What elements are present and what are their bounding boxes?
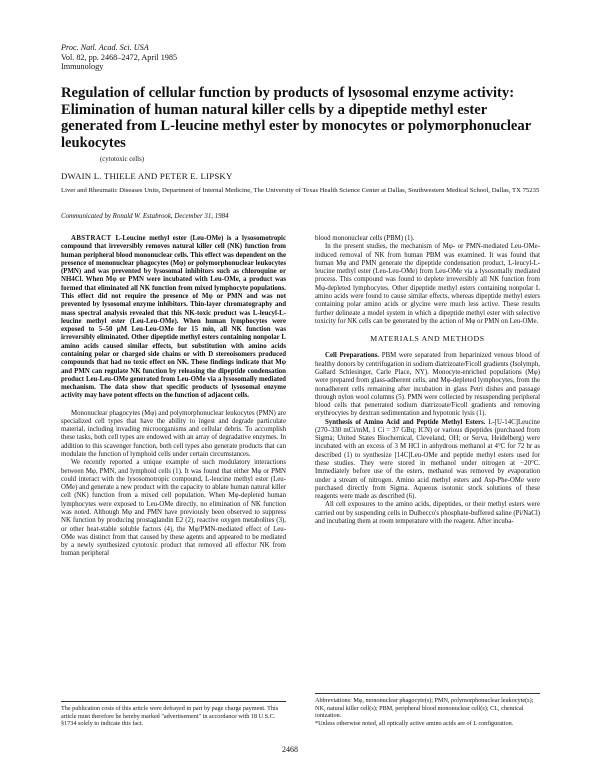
publication-footnote [61,701,286,728]
configuration-note: *Unless otherwise noted, all optically active amino acids are of L configuration. [315,719,514,727]
runin-heading: Cell Preparations. [325,352,380,360]
runin-heading: Synthesis of Amino Acid and Peptide Methyl Esters. [325,418,486,426]
right-column [315,235,540,526]
methods-paragraph [315,501,540,526]
abbreviations-footnote [315,693,540,727]
journal-header [61,43,177,72]
journal-name: Proc. Natl. Acad. Sci. USA [61,43,149,52]
methods-text: All cell exposures to the amino acids, dipeptides, or their methyl esters were carried out by suspending cells in Dulbecco's phosphate-buffered saline (Pi/NaCl) and incubating them at room temperature with the reagent. After incuba- [315,501,540,525]
communicated-by: Communicated by Ronald W. Estabrook, December 31, 1984 [61,213,229,220]
authors: DWAIN L. THIELE AND PETER E. LIPSKY [61,171,233,181]
keywords: (cytotoxic cells) [100,156,144,163]
abstract [61,235,286,401]
journal-section: Immunology [61,62,104,72]
intro-paragraph: We recently reported a unique example of such modulatory interactions between Mφ, PMN, and lymphoid cells (1). It was found that either Mφ or PMN could interact with the lysosomotropic compound, L-leucine methyl ester (Leu-OMe) and generate a new product with the capacity to ablate human natural killer cell (NK) function from a mixed cell population. When Mφ-depleted human lymphocytes were exposed to Leu-OMe directly, no elimination of NK function was noted. Although Mφ and PMN have previously been observed to suppress NK function by producing prostaglandin E2 (2), reactive oxygen metabolites (3), or other heat-stable soluble factors (4), the Mφ/PMN-mediated effect of Leu-OMe was distinct from that caused by these agents and appeared to be mediated by a newly synthesized cytotoxic product that removed all effector NK from human peripheral [61,459,286,558]
intro-continuation: blood mononuclear cells (PBM) (1). [315,235,415,242]
article-title: Regulation of cellular function by products of lysosomal enzyme activity: Elimination of human natural killer cells by a dipeptide methyl ester generated from L-leucine methyl ester by monocytes or polymorphonuclear leukocytes [61,85,531,151]
methods-text: PBM were separated from heparinized venous blood of healthy donors by centrifugation in sodium diatrizoate/Ficoll gradients (Isolymph, Gallard Schlesinger, Carle Place, NY). Monocyte-enriched populations (Mφ) were prepared from glass-adherent cells, and Mφ-depleted lymphocytes, from the nonadherent cells remaining after incubation in glass Petri dishes and passage through nylon wool columns (5). PMN were collected by resuspending peripheral blood cells that penetrated sodium diatrizoate/Ficoll gradients and removing erythrocytes by dextran sedimentation and hypotonic lysis (1). [315,352,541,418]
abbreviations: Abbreviations: Mφ, mononuclear phagocyte(s); PMN, polymorphonuclear leukocyte(s); NK, natural killer cell(s); PBM, peripheral blood mononuclear cell(s); CL, chemical ionization. [315,697,534,720]
intro-paragraph: In the present studies, the mechanism of Mφ- or PMN-mediated Leu-OMe-induced removal of NK from human PBM was examined. It was found that human Mφ and PMN generate the dipeptide condensation product, L-leucyl-L-leucine methyl ester (Leu-Leu-OMe) from Leu-OMe via a lysosomally mediated process. This compound was found to deplete irreversibly all NK function from Mφ-depleted lymphocytes. Other dipeptide methyl esters containing nonpolar L amino acids were found to cause similar effects, whereas dipeptide methyl esters containing polar amino acids or glycine were much less active. These results further delineate a model system in which a dipeptide methyl ester with selective toxicity for NK cells can be generated by the action of Mφ or PMN on Leu-OMe. [315,243,540,325]
left-column [61,235,286,559]
abstract-label: ABSTRACT [71,235,112,242]
footnote-text: The publication costs of this article were defrayed in part by page charge payment. This article must therefore be hereby marked "advertisement" in accordance with 18 U.S.C. §1734 solely to indicate this fact. [61,705,279,728]
methods-text: L-[U-14C]Leucine (270–330 mCi/mM, 1 Ci = 37 GBq; ICN) or various dipeptides (purchased from Sigma; United States Biochemical, Cleveland, OH; or Serva, Heidelberg) were incubated with an excess of 3 M HCl in anhydrous methanol at 4°C for 72 hr as described (1) to synthesize [14C]Leu-OMe and peptide methyl esters used for these studies. They were stored in methanol under nitrogen at −20°C. Immediately before use of the esters, methanol was removed by evaporation under a stream of nitrogen. Amino acid methyl esters and Asp-Phe-OMe were purchased directly from Sigma. Aqueous isotonic stock solutions of these reagents were made as described (6). [315,418,540,501]
intro-paragraph: Mononuclear phagocytes (Mφ) and polymorphonuclear leukocytes (PMN) are specialized cell types that have the ability to ingest and degrade particulate material, including invading microorganisms and cellular debris. To accomplish these tasks, both cell types are endowed with an array of degradative enzymes. In addition to this scavenger function, both cell types also generate products that can modulate the function of lymphoid cells under certain circumstances. [61,409,286,459]
section-heading: MATERIALS AND METHODS [370,334,485,344]
methods-paragraph [315,352,540,418]
journal-volume: Vol. 82, pp. 2468–2472, April 1985 [61,52,178,62]
affiliation: Liver and Rheumatic Diseases Units, Department of Internal Medicine, The University of Texas Health Science Center at Dallas, Southwestern Medical School, Dallas, TX 75235 [61,187,540,194]
abstract-text: L-Leucine methyl ester (Leu-OMe) is a lysosomotropic compound that irreversibly removes natural killer cell (NK) function from human peripheral blood mononuclear cells. This effect was dependent on the presence of mononuclear phagocytes (Mφ) or polymorphonuclear leukocytes (PMN) and was prevented by lysosomal inhibitors such as chloroquine or NH4Cl. When Mφ or PMN were incubated with Leu-OMe, a product was formed that eliminated all NK function from mixed lymphocyte populations. This effect did not require the presence of Mφ or PMN and was not prevented by lysosomal enzyme inhibitors. Thin-layer chromatography and mass spectral analysis revealed that this NK-toxic product was L-leucyl-L-leucine methyl ester (Leu-Leu-OMe). When human lymphocytes were exposed to 5–50 μM Leu-Leu-OMe for 15 min, all NK function was irreversibly eliminated. Other dipeptide methyl esters containing nonpolar L amino acids caused similar effects, but substitution with amino acids containing polar or charged side chains or with D stereoisomers produced compounds that had no toxic effect on NK. These findings indicate that Mφ and PMN can regulate NK function by releasing the dipeptide condensation product Leu-Leu-OMe generated from Leu-OMe via a lysosomally mediated mechanism. The data show that specific products of lysosomal enzyme activity may have potent effects on the function of adjacent cells. [61,235,286,400]
methods-paragraph [315,419,540,502]
page-number: 2468 [282,745,298,754]
